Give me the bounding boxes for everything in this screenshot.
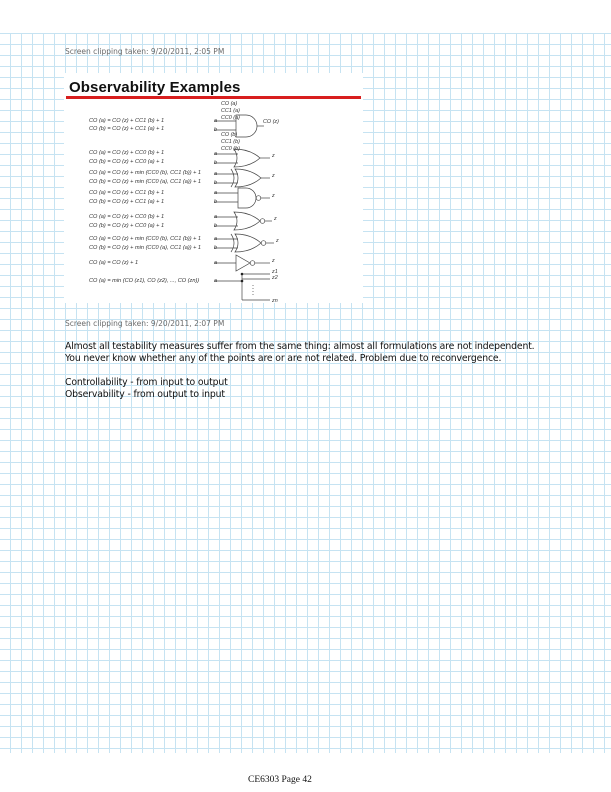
- equation: CO (b) = CO (z) + CC0 (a) + 1: [89, 159, 165, 165]
- co-b-label: CO (b): [221, 132, 238, 138]
- equation: CO (a) = CO (z) + 1: [89, 260, 139, 266]
- output-z-label: z: [272, 193, 275, 199]
- input-b-label: b: [214, 223, 217, 229]
- nor-gate-icon: [214, 212, 272, 230]
- note-line: You never know whether any of the points are or are not related. Problem due to reconvergence.: [65, 353, 502, 364]
- note-line: Controllability - from input to output: [65, 377, 228, 388]
- output-z2-label: z2: [272, 275, 278, 281]
- cc1-a-label: CC1 (a): [221, 108, 240, 114]
- equation: CO (b) = CO (z) + CC0 (a) + 1: [89, 223, 165, 229]
- input-b-label: b: [214, 160, 217, 166]
- output-z1-label: z1: [272, 269, 278, 275]
- input-a-label: a: [214, 260, 217, 266]
- slide-clipping: [64, 73, 363, 303]
- equation: CO (a) = CO (z) + CC0 (b) + 1: [89, 214, 165, 220]
- equation: CO (b) = CO (z) + min (CC0 (a), CC1 (a)) + 1: [89, 179, 202, 185]
- input-b-label: b: [214, 180, 217, 186]
- input-a-label: a: [214, 278, 217, 284]
- equation: CO (a) = CO (z) + CC0 (b) + 1: [89, 150, 165, 156]
- page-footer: CE6303 Page 42: [248, 775, 312, 785]
- equation: CO (a) = CO (z) + min (CC0 (b), CC1 (b)) + 1: [89, 170, 202, 176]
- xor-gate-icon: [214, 169, 270, 187]
- note-line: Almost all testability measures suffer from the same thing: almost all formulations are not independent.: [65, 341, 535, 352]
- xnor-gate-icon: [214, 234, 274, 252]
- co-z-label: CO (z): [263, 119, 279, 125]
- output-z-label: z: [272, 173, 275, 179]
- cc0-a-label: CC0 (a): [221, 115, 240, 121]
- input-b-label: b: [214, 199, 217, 205]
- input-b-label: b: [214, 245, 217, 251]
- equation: CO (b) = CO (z) + min (CC0 (a), CC1 (a)) + 1: [89, 245, 202, 251]
- slide-title: Observability Examples: [69, 79, 241, 96]
- equation: CO (b) = CO (z) + CC1 (a) + 1: [89, 199, 165, 205]
- input-a-label: a: [214, 171, 217, 177]
- fanout-icon: [214, 274, 270, 300]
- output-z-label: z: [272, 258, 275, 264]
- clipping-caption-1: Screen clipping taken: 9/20/2011, 2:05 PM: [65, 47, 225, 56]
- input-b-label: b: [214, 127, 217, 133]
- output-zn-label: zn: [272, 298, 278, 303]
- cc0-b-label: CC0 (b): [221, 146, 240, 152]
- output-z-label: z: [276, 238, 279, 244]
- equation: CO (b) = CO (z) + CC1 (a) + 1: [89, 126, 165, 132]
- input-a-label: a: [214, 190, 217, 196]
- not-gate-icon: [214, 255, 270, 271]
- input-a-label: a: [214, 214, 217, 220]
- equation: CO (a) = CO (z) + CC1 (b) + 1: [89, 118, 165, 124]
- output-z-label: z: [274, 216, 277, 222]
- cc1-b-label: CC1 (b): [221, 139, 240, 145]
- nand-gate-icon: [214, 188, 270, 208]
- gate-diagrams: [64, 73, 363, 303]
- input-a-label: a: [214, 118, 217, 124]
- equation: CO (a) = CO (z) + min (CC0 (b), CC1 (b)) + 1: [89, 236, 202, 242]
- input-a-label: a: [214, 236, 217, 242]
- input-a-label: a: [214, 151, 217, 157]
- note-line: Observability - from output to input: [65, 389, 225, 400]
- equation: CO (a) = CO (z) + CC1 (b) + 1: [89, 190, 165, 196]
- output-z-label: z: [272, 153, 275, 159]
- equation: CO (a) = min (CO (z1), CO (z2), ..., CO (zn)): [89, 278, 200, 284]
- co-a-label: CO (a): [221, 101, 238, 107]
- clipping-caption-2: Screen clipping taken: 9/20/2011, 2:07 PM: [65, 319, 225, 328]
